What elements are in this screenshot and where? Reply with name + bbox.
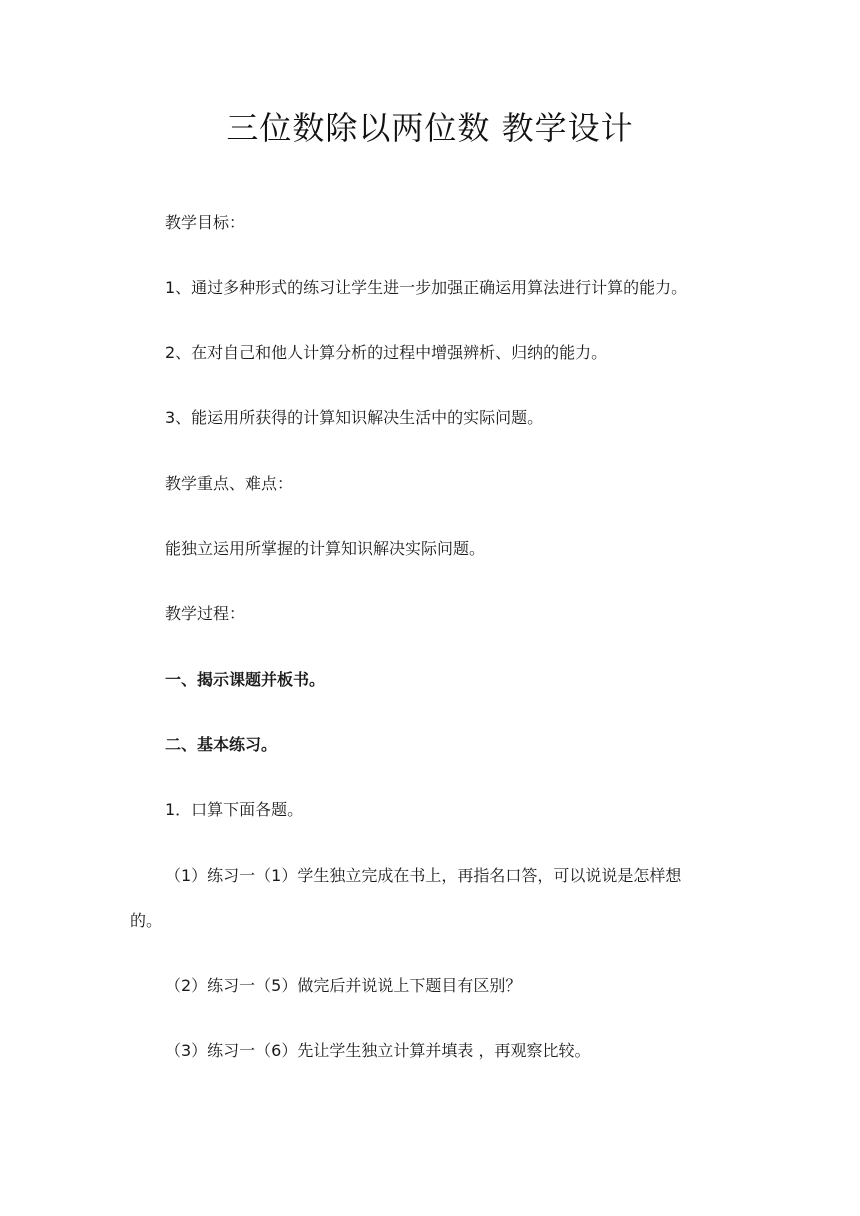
objective-item-2: 2、在对自己和他人计算分析的过程中增强辨析、归纳的能力。 bbox=[165, 343, 608, 362]
document-title: 三位数除以两位数 教学设计 bbox=[226, 109, 634, 147]
key-points-text: 能独立运用所掌握的计算知识解决实际问题。 bbox=[165, 539, 486, 558]
section-one-heading: 一、揭示课题并板书。 bbox=[165, 670, 326, 689]
objective-item-3: 3、能运用所获得的计算知识解决生活中的实际问题。 bbox=[165, 408, 544, 427]
objective-item-1: 1、通过多种形式的练习让学生进一步加强正确运用算法进行计算的能力。 bbox=[165, 278, 688, 297]
key-points-heading: 教学重点、难点： bbox=[165, 474, 294, 493]
exercise-2-text: （2）练习一（5）做完后并说说上下题目有区别？ bbox=[165, 976, 522, 995]
process-heading: 教学过程： bbox=[165, 604, 246, 623]
section-two-heading: 二、基本练习。 bbox=[165, 735, 278, 754]
objectives-heading: 教学目标： bbox=[165, 213, 246, 232]
exercise-3-text: （3）练习一（6）先让学生独立计算并填表 ，再观察比较。 bbox=[165, 1041, 591, 1060]
item-one-text: 1．口算下面各题。 bbox=[165, 800, 304, 819]
exercise-1-line-1: （1）练习一（1）学生独立完成在书上，再指名口答，可以说说是怎样想 bbox=[165, 866, 682, 885]
exercise-1-line-2: 的。 bbox=[130, 911, 163, 930]
